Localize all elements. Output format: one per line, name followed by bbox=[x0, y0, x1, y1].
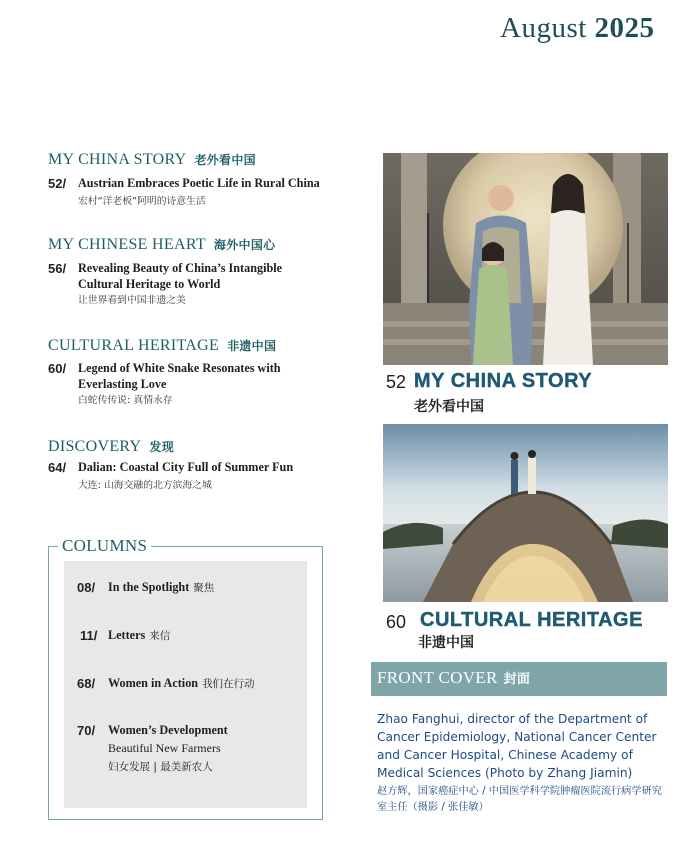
entry-page-56[interactable]: 56/ bbox=[48, 261, 67, 276]
section-title-cultural-heritage: CULTURAL HERITAGE 非遗中国 bbox=[48, 337, 277, 354]
column-subtitle-cn: 妇女发展 | 最美新农人 bbox=[108, 761, 213, 773]
front-cover-caption-cn: 赵方辉，国家癌症中心 / 中国医学科学院肿瘤医院流行病学研究室主任（摄影 / 张佳敏） bbox=[377, 786, 662, 813]
front-cover-label: FRONT COVER 封面 bbox=[377, 668, 531, 687]
column-subtitle: Beautiful New Farmers bbox=[108, 741, 221, 755]
bridge-photo-illustration bbox=[383, 424, 668, 602]
column-women-in-action[interactable]: Women in Action 我们在行动 bbox=[108, 676, 255, 690]
feature-page-60[interactable]: 60 bbox=[386, 612, 407, 632]
entry-headline-cn-60: 白蛇传传说: 真情永存 bbox=[78, 395, 173, 406]
entry-headline-cn-64: 大连: 山海交融的北方滨海之城 bbox=[78, 480, 212, 491]
entry-headline-56[interactable]: Revealing Beauty of China’s Intangible Cultural Heritage to World bbox=[78, 261, 283, 291]
entry-page-60[interactable]: 60/ bbox=[48, 361, 67, 376]
column-letters[interactable]: Letters 来信 bbox=[108, 628, 171, 642]
photo-family-moon[interactable] bbox=[383, 153, 668, 365]
entry-headline-64[interactable]: Dalian: Coastal City Full of Summer Fun bbox=[78, 460, 294, 474]
column-page-68[interactable]: 68/ bbox=[77, 676, 96, 691]
entry-headline-cn-52: 宏村“洋老板”阿明的诗意生活 bbox=[78, 196, 206, 207]
column-page-11[interactable]: 11/ bbox=[80, 628, 98, 643]
issue-date bbox=[500, 12, 655, 45]
entry-page-52[interactable]: 52/ bbox=[48, 176, 67, 191]
feature-page-52[interactable]: 52 bbox=[386, 372, 407, 392]
feature-title-cn-60: 非遗中国 bbox=[418, 635, 474, 651]
columns-label: COLUMNS bbox=[58, 536, 151, 556]
issue-month: August bbox=[500, 12, 587, 44]
feature-title-my-china-story[interactable]: MY CHINA STORY bbox=[414, 370, 593, 392]
family-photo-illustration bbox=[383, 153, 668, 365]
front-cover-caption: Zhao Fanghui, director of the Department of Cancer Epidemiology, National Cancer Center and Cancer Hospital, Chinese Academy of Medical Sciences (Photo by Zhang Jiamin) bbox=[377, 712, 657, 780]
section-title-discovery: DISCOVERY 发现 bbox=[48, 438, 174, 455]
feature-title-cultural-heritage[interactable]: CULTURAL HERITAGE bbox=[420, 609, 643, 631]
issue-year: 2025 bbox=[594, 12, 655, 44]
column-page-08[interactable]: 08/ bbox=[77, 580, 96, 595]
entry-page-64[interactable]: 64/ bbox=[48, 460, 67, 475]
photo-stone-bridge[interactable] bbox=[383, 424, 668, 602]
column-page-70[interactable]: 70/ bbox=[77, 723, 96, 738]
column-in-the-spotlight[interactable]: In the Spotlight 聚焦 bbox=[108, 580, 215, 594]
feature-title-cn-52: 老外看中国 bbox=[414, 399, 484, 415]
entry-headline-52[interactable]: Austrian Embraces Poetic Life in Rural China bbox=[78, 176, 320, 190]
entry-headline-60[interactable]: Legend of White Snake Resonates with Everlasting Love bbox=[78, 361, 281, 391]
section-title-my-chinese-heart: MY CHINESE HEART 海外中国心 bbox=[48, 236, 276, 253]
column-womens-development[interactable]: Women’s Development bbox=[108, 723, 228, 737]
section-title-my-china-story: MY CHINA STORY 老外看中国 bbox=[48, 151, 256, 168]
entry-headline-cn-56: 让世界看到中国非遗之美 bbox=[78, 295, 186, 306]
